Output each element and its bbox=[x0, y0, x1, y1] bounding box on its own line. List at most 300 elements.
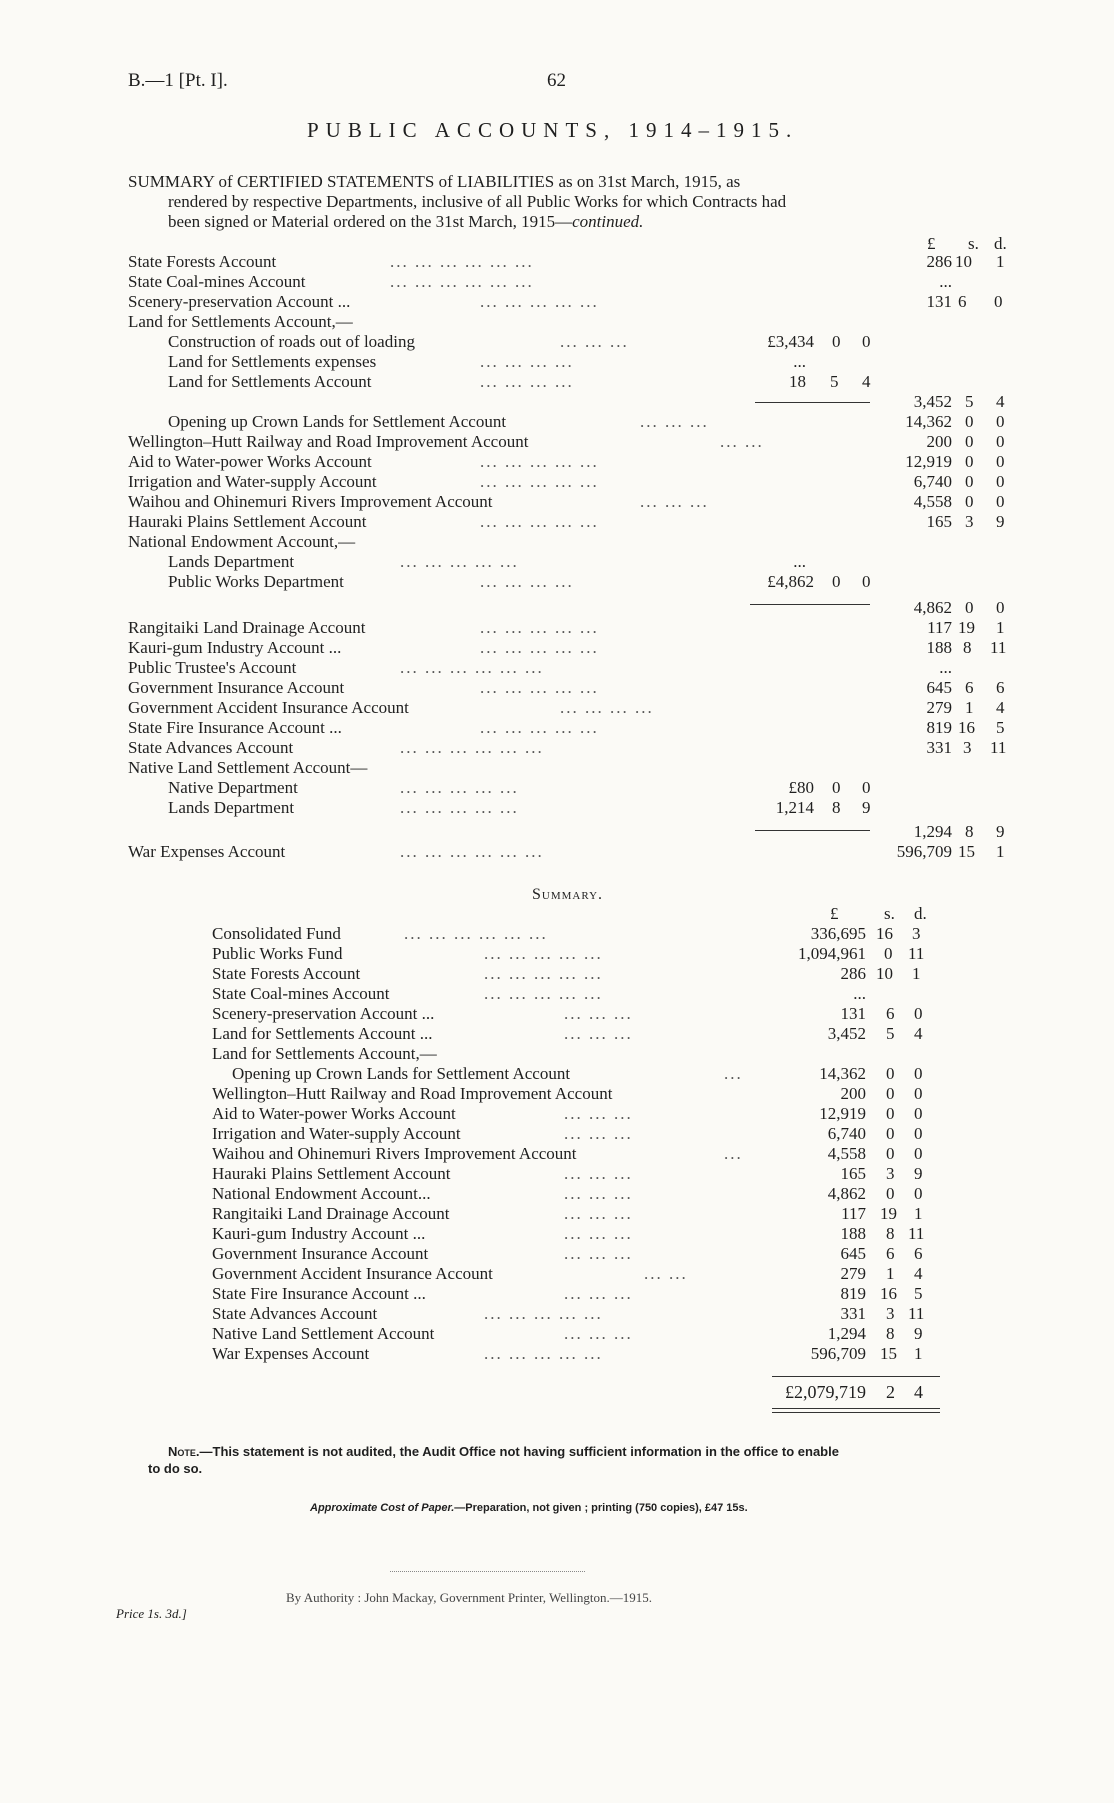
summary-row bbox=[0, 1224, 1114, 1244]
subamount-pounds: £3,434 bbox=[767, 332, 814, 351]
total-pence: 4 bbox=[914, 1382, 923, 1402]
row-label: Kauri-gum Industry Account ... bbox=[212, 1224, 426, 1243]
amount-shillings: 8 bbox=[886, 1324, 895, 1343]
summary-row bbox=[0, 1184, 1114, 1204]
row-label: State Forests Account bbox=[212, 964, 361, 983]
amount-shillings: 0 bbox=[886, 1084, 895, 1103]
summary-row bbox=[0, 1124, 1114, 1144]
subamount-pounds: £4,862 bbox=[767, 572, 814, 591]
amount-shillings: 6 bbox=[965, 678, 974, 697]
leader-dots: ... ... ... bbox=[564, 1184, 633, 1203]
footer-rule bbox=[390, 1571, 585, 1572]
amount-shillings: 0 bbox=[886, 1144, 895, 1163]
row-label: War Expenses Account bbox=[128, 842, 286, 861]
amount-shillings: 0 bbox=[965, 598, 974, 617]
row-label: Rangitaiki Land Drainage Account bbox=[128, 618, 366, 637]
amount-pence: 4 bbox=[914, 1264, 923, 1283]
amount-pounds: 200 bbox=[840, 1084, 866, 1103]
leader-dots: ... ... ... bbox=[564, 1244, 633, 1263]
leader-dots: ... ... ... ... ... bbox=[480, 678, 599, 697]
table-row bbox=[0, 512, 1114, 532]
leader-dots: ... ... ... ... ... ... bbox=[400, 842, 544, 861]
amount-pence: 4 bbox=[996, 392, 1005, 411]
amount-shillings: 0 bbox=[965, 432, 974, 451]
amount-shillings: 19 bbox=[880, 1204, 897, 1223]
amount-pounds: 1,294 bbox=[913, 822, 952, 841]
subamount-pence: 0 bbox=[862, 572, 871, 591]
total-shillings: 2 bbox=[886, 1382, 895, 1402]
subamount-pence: 4 bbox=[862, 372, 871, 391]
row-label: Land for Settlements Account bbox=[168, 372, 372, 391]
row-label: Land for Settlements Account ... bbox=[212, 1024, 433, 1043]
leader-dots: ... ... ... ... ... bbox=[484, 964, 603, 983]
subamount-shillings: 0 bbox=[832, 572, 841, 591]
amount-pence: 5 bbox=[914, 1284, 923, 1303]
cost-text: —Preparation, not given ; printing (750 copies), £47 15s. bbox=[454, 1502, 748, 1514]
amount-pounds: 131 bbox=[926, 292, 952, 311]
row-label: Land for Settlements Account,— bbox=[212, 1044, 437, 1063]
leader-dots: ... ... ... ... ... bbox=[484, 1304, 603, 1323]
leader-dots: ... ... ... ... ... bbox=[480, 292, 599, 311]
amount-shillings: 19 bbox=[958, 618, 975, 637]
summary-row bbox=[0, 1084, 1114, 1104]
amount-pence: 11 bbox=[990, 638, 1007, 657]
amount-pounds: 4,862 bbox=[913, 598, 952, 617]
amount-shillings: 0 bbox=[884, 944, 893, 963]
col-head-pence: d. bbox=[994, 234, 1007, 253]
table-row bbox=[0, 572, 1114, 592]
amount-shillings: 16 bbox=[880, 1284, 897, 1303]
table-row bbox=[0, 332, 1114, 352]
table-row bbox=[0, 678, 1114, 698]
amount-pounds: 165 bbox=[840, 1164, 866, 1183]
leader-dots: ... ... ... ... ... bbox=[400, 798, 519, 817]
amount-pence: 9 bbox=[996, 512, 1005, 531]
summary-total-row bbox=[0, 1382, 1114, 1402]
leader-dots: ... ... ... ... ... ... bbox=[390, 272, 534, 291]
table-row bbox=[0, 292, 1114, 312]
amount-pence: 1 bbox=[996, 618, 1005, 637]
total-rule-top bbox=[772, 1376, 940, 1377]
table-row bbox=[0, 842, 1114, 862]
subamount-pounds: ... bbox=[793, 352, 806, 371]
note-label: Note. bbox=[168, 1444, 200, 1459]
amount-pence: 9 bbox=[996, 822, 1005, 841]
amount-shillings: 0 bbox=[886, 1184, 895, 1203]
amount-pounds: 331 bbox=[840, 1304, 866, 1323]
row-label: Government Insurance Account bbox=[128, 678, 345, 697]
leader-dots: ... ... ... bbox=[640, 412, 709, 431]
amount-pounds: 286 bbox=[840, 964, 866, 983]
summary-row bbox=[0, 1344, 1114, 1364]
amount-pounds: 14,362 bbox=[819, 1064, 866, 1083]
summary-row bbox=[0, 1024, 1114, 1044]
printer-authority: By Authority : John Mackay, Government Printer, Wellington.—1915. bbox=[286, 1590, 653, 1605]
row-label: Waihou and Ohinemuri Rivers Improvement Account bbox=[212, 1144, 577, 1163]
leader-dots: ... ... ... ... ... bbox=[484, 984, 603, 1003]
amount-shillings: 3 bbox=[963, 738, 972, 757]
amount-shillings: 15 bbox=[958, 842, 975, 861]
row-label: State Coal-mines Account bbox=[212, 984, 390, 1003]
row-label: Consolidated Fund bbox=[212, 924, 341, 943]
row-label: State Forests Account bbox=[128, 252, 277, 271]
row-label: State Coal-mines Account bbox=[128, 272, 306, 291]
amount-shillings: 3 bbox=[886, 1164, 895, 1183]
summary-heading: Summary. bbox=[532, 886, 604, 903]
amount-pounds: 188 bbox=[840, 1224, 866, 1243]
summary-col-head-shillings: s. bbox=[884, 904, 895, 923]
row-label: Irrigation and Water-supply Account bbox=[128, 472, 377, 491]
subamount-shillings: 5 bbox=[830, 372, 839, 391]
leader-dots: ... ... ... ... bbox=[480, 572, 574, 591]
total-rule-bottom bbox=[772, 1408, 940, 1409]
row-label: Public Trustee's Account bbox=[128, 658, 297, 677]
table-row bbox=[0, 532, 1114, 552]
row-label: Construction of roads out of loading bbox=[168, 332, 415, 351]
note bbox=[168, 1444, 839, 1459]
summary-row bbox=[0, 1284, 1114, 1304]
table-row bbox=[0, 658, 1114, 678]
leader-dots: ... ... ... bbox=[560, 332, 629, 351]
amount-pence: 9 bbox=[914, 1164, 923, 1183]
row-label: Aid to Water-power Works Account bbox=[128, 452, 372, 471]
summary-row bbox=[0, 1324, 1114, 1344]
subamount-shillings: 8 bbox=[832, 798, 841, 817]
amount-pounds: 1,094,961 bbox=[798, 944, 866, 963]
table-row bbox=[0, 352, 1114, 372]
row-label: Native Land Settlement Account bbox=[212, 1324, 435, 1343]
leader-dots: ... ... ... bbox=[564, 1024, 633, 1043]
table-row bbox=[0, 312, 1114, 332]
summary-row bbox=[0, 1104, 1114, 1124]
summary-col-head-pounds: £ bbox=[830, 904, 839, 923]
amount-pounds: ... bbox=[939, 658, 952, 677]
amount-pence: 6 bbox=[914, 1244, 923, 1263]
amount-shillings: 0 bbox=[965, 472, 974, 491]
leader-dots: ... ... ... ... ... bbox=[400, 778, 519, 797]
page-number: 62 bbox=[547, 70, 566, 91]
table-row bbox=[0, 638, 1114, 658]
row-label: National Endowment Account,— bbox=[128, 532, 356, 551]
note-text: —This statement is not audited, the Audit Office not having sufficient information in the office to enable bbox=[199, 1444, 839, 1459]
amount-shillings: 0 bbox=[965, 492, 974, 511]
table-row bbox=[0, 472, 1114, 492]
amount-shillings: 16 bbox=[876, 924, 893, 943]
amount-pence: 0 bbox=[914, 1104, 923, 1123]
amount-pence: 4 bbox=[996, 698, 1005, 717]
amount-pounds: 14,362 bbox=[905, 412, 952, 431]
summary-row bbox=[0, 1244, 1114, 1264]
amount-pounds: 12,919 bbox=[819, 1104, 866, 1123]
row-label: Hauraki Plains Settlement Account bbox=[212, 1164, 451, 1183]
row-label: State Advances Account bbox=[128, 738, 294, 757]
row-label: War Expenses Account bbox=[212, 1344, 370, 1363]
amount-pounds: 645 bbox=[840, 1244, 866, 1263]
amount-shillings: 6 bbox=[886, 1004, 895, 1023]
row-label: Aid to Water-power Works Account bbox=[212, 1104, 456, 1123]
table-row bbox=[0, 822, 1114, 842]
amount-pounds: 117 bbox=[927, 618, 952, 637]
leader-dots: ... ... ... ... ... bbox=[484, 944, 603, 963]
row-label: Hauraki Plains Settlement Account bbox=[128, 512, 367, 531]
leader-dots: ... ... ... ... ... ... bbox=[404, 924, 548, 943]
amount-pounds: ... bbox=[939, 272, 952, 291]
amount-pence: 0 bbox=[914, 1124, 923, 1143]
subamount-pounds: 18 bbox=[789, 372, 806, 391]
amount-shillings: 5 bbox=[886, 1024, 895, 1043]
col-head-shillings: s. bbox=[968, 234, 979, 253]
amount-pounds: 3,452 bbox=[913, 392, 952, 411]
amount-pence: 0 bbox=[914, 1064, 923, 1083]
row-label: Rangitaiki Land Drainage Account bbox=[212, 1204, 450, 1223]
amount-pounds: 4,862 bbox=[827, 1184, 866, 1203]
leader-dots: ... ... ... bbox=[640, 492, 709, 511]
amount-shillings: 0 bbox=[886, 1124, 895, 1143]
leader-dots: ... ... ... bbox=[564, 1284, 633, 1303]
leader-dots: ... ... ... ... ... bbox=[480, 472, 599, 491]
leader-dots: ... ... ... ... ... bbox=[400, 552, 519, 571]
leader-dots: ... ... ... bbox=[564, 1324, 633, 1343]
amount-shillings: 15 bbox=[880, 1344, 897, 1363]
row-label: Opening up Crown Lands for Settlement Account bbox=[232, 1064, 571, 1083]
table-row bbox=[0, 738, 1114, 758]
summary-row bbox=[0, 1304, 1114, 1324]
table-row bbox=[0, 798, 1114, 818]
amount-pounds: 4,558 bbox=[913, 492, 952, 511]
amount-pounds: 188 bbox=[926, 638, 952, 657]
amount-shillings: 8 bbox=[963, 638, 972, 657]
leader-dots: ... ... bbox=[644, 1264, 688, 1283]
row-label: Irrigation and Water-supply Account bbox=[212, 1124, 461, 1143]
leader-dots: ... ... ... ... bbox=[480, 372, 574, 391]
intro-line-1: SUMMARY of CERTIFIED STATEMENTS of LIABILITIES as on 31st March, 1915, as bbox=[128, 172, 741, 191]
amount-pounds: 286 bbox=[926, 252, 952, 271]
amount-pounds: 279 bbox=[926, 698, 952, 717]
amount-shillings: 1 bbox=[965, 698, 974, 717]
row-label: Wellington–Hutt Railway and Road Improvement Account bbox=[212, 1084, 613, 1103]
amount-pounds: 279 bbox=[840, 1264, 866, 1283]
amount-pounds: 1,294 bbox=[827, 1324, 866, 1343]
cost-label: Approximate Cost of Paper. bbox=[310, 1502, 455, 1514]
leader-dots: ... ... ... bbox=[564, 1104, 633, 1123]
amount-pounds: 645 bbox=[926, 678, 952, 697]
cost-of-paper bbox=[310, 1502, 748, 1514]
table-row bbox=[0, 598, 1114, 618]
summary-row bbox=[0, 1064, 1114, 1084]
amount-shillings: 10 bbox=[876, 964, 893, 983]
table-row bbox=[0, 432, 1114, 452]
amount-pence: 9 bbox=[914, 1324, 923, 1343]
row-label: Government Insurance Account bbox=[212, 1244, 429, 1263]
amount-pence: 3 bbox=[912, 924, 921, 943]
amount-shillings: 1 bbox=[886, 1264, 895, 1283]
summary-row bbox=[0, 1264, 1114, 1284]
amount-pounds: 819 bbox=[840, 1284, 866, 1303]
table-row bbox=[0, 412, 1114, 432]
row-label: Opening up Crown Lands for Settlement Account bbox=[168, 412, 507, 431]
intro-line-2: rendered by respective Departments, inclusive of all Public Works for which Contracts had bbox=[168, 192, 787, 211]
row-label: State Fire Insurance Account ... bbox=[128, 718, 342, 737]
summary-row bbox=[0, 984, 1114, 1004]
intro-line-3-text: been signed or Material ordered on the 31st March, 1915— bbox=[168, 212, 573, 231]
leader-dots: ... ... ... ... ... ... bbox=[390, 252, 534, 271]
leader-dots: ... ... ... ... ... bbox=[480, 618, 599, 637]
amount-pence: 0 bbox=[996, 432, 1005, 451]
page-title: PUBLIC ACCOUNTS, 1914–1915. bbox=[307, 118, 799, 142]
row-label: Native Department bbox=[168, 778, 298, 797]
row-label: State Fire Insurance Account ... bbox=[212, 1284, 426, 1303]
leader-dots: ... ... ... bbox=[564, 1004, 633, 1023]
amount-pence: 0 bbox=[994, 292, 1003, 311]
summary-row bbox=[0, 964, 1114, 984]
row-label: Government Accident Insurance Account bbox=[128, 698, 409, 717]
amount-pence: 5 bbox=[996, 718, 1005, 737]
amount-shillings: 0 bbox=[886, 1064, 895, 1083]
table-row bbox=[0, 758, 1114, 778]
amount-pence: 0 bbox=[996, 472, 1005, 491]
row-label: Lands Department bbox=[168, 798, 295, 817]
price: Price 1s. 3d.] bbox=[116, 1606, 187, 1621]
amount-pence: 1 bbox=[912, 964, 921, 983]
subamount-pounds: ... bbox=[793, 552, 806, 571]
amount-shillings: 10 bbox=[955, 252, 972, 271]
amount-pence: 0 bbox=[996, 412, 1005, 431]
table-row bbox=[0, 778, 1114, 798]
amount-pounds: 117 bbox=[841, 1204, 866, 1223]
subamount-pence: 0 bbox=[862, 332, 871, 351]
leader-dots: ... ... ... bbox=[564, 1164, 633, 1183]
amount-shillings: 5 bbox=[965, 392, 974, 411]
summary-row bbox=[0, 1044, 1114, 1064]
amount-shillings: 3 bbox=[965, 512, 974, 531]
row-label: Lands Department bbox=[168, 552, 295, 571]
leader-dots: ... ... ... ... ... bbox=[480, 512, 599, 531]
amount-pence: 1 bbox=[996, 252, 1005, 271]
amount-pence: 0 bbox=[914, 1144, 923, 1163]
leader-dots: ... ... bbox=[720, 432, 764, 451]
summary-row bbox=[0, 1004, 1114, 1024]
subamount-shillings: 0 bbox=[832, 778, 841, 797]
summary-row bbox=[0, 1144, 1114, 1164]
amount-pounds: ... bbox=[853, 984, 866, 1003]
leader-dots: ... ... ... ... bbox=[480, 352, 574, 371]
leader-dots: ... bbox=[724, 1144, 743, 1163]
table-row bbox=[0, 718, 1114, 738]
summary-row bbox=[0, 1164, 1114, 1184]
row-label: Public Works Fund bbox=[212, 944, 343, 963]
amount-shillings: 8 bbox=[965, 822, 974, 841]
amount-pence: 11 bbox=[908, 1304, 925, 1323]
row-label: Wellington–Hutt Railway and Road Improvement Account bbox=[128, 432, 529, 451]
amount-pence: 4 bbox=[914, 1024, 923, 1043]
leader-dots: ... ... ... bbox=[564, 1124, 633, 1143]
subamount-pounds: £80 bbox=[788, 778, 814, 797]
subamount-pence: 0 bbox=[862, 778, 871, 797]
amount-pounds: 596,709 bbox=[896, 842, 952, 861]
leader-dots: ... ... ... bbox=[564, 1224, 633, 1243]
subamount-shillings: 0 bbox=[832, 332, 841, 351]
amount-pence: 0 bbox=[914, 1084, 923, 1103]
intro-line-3 bbox=[168, 212, 643, 232]
amount-pounds: 819 bbox=[926, 718, 952, 737]
amount-pence: 0 bbox=[914, 1004, 923, 1023]
amount-pounds: 12,919 bbox=[905, 452, 952, 471]
row-label: Scenery-preservation Account ... bbox=[128, 292, 351, 311]
summary-col-head-pence: d. bbox=[914, 904, 927, 923]
amount-shillings: 6 bbox=[958, 292, 967, 311]
amount-shillings: 8 bbox=[886, 1224, 895, 1243]
row-label: National Endowment Account... bbox=[212, 1184, 431, 1203]
subamount-pounds: 1,214 bbox=[775, 798, 814, 817]
leader-dots: ... ... ... ... ... bbox=[484, 1344, 603, 1363]
amount-pounds: 336,695 bbox=[810, 924, 866, 943]
row-label: Native Land Settlement Account— bbox=[128, 758, 368, 777]
table-row bbox=[0, 552, 1114, 572]
amount-pounds: 331 bbox=[926, 738, 952, 757]
row-label: Waihou and Ohinemuri Rivers Improvement Account bbox=[128, 492, 493, 511]
amount-pence: 11 bbox=[908, 1224, 925, 1243]
total-pounds: £2,079,719 bbox=[785, 1382, 866, 1402]
amount-pence: 11 bbox=[908, 944, 925, 963]
table-row bbox=[0, 452, 1114, 472]
amount-pounds: 200 bbox=[926, 432, 952, 451]
total-rule-bottom-double bbox=[772, 1412, 940, 1413]
amount-shillings: 0 bbox=[965, 412, 974, 431]
amount-shillings: 3 bbox=[886, 1304, 895, 1323]
col-head-pounds: £ bbox=[927, 234, 936, 253]
amount-shillings: 0 bbox=[965, 452, 974, 471]
table-row bbox=[0, 698, 1114, 718]
amount-pence: 0 bbox=[996, 598, 1005, 617]
leader-dots: ... ... ... ... ... bbox=[480, 452, 599, 471]
document-code: B.—1 [Pt. I]. bbox=[128, 70, 228, 91]
leader-dots: ... ... ... ... ... ... bbox=[400, 738, 544, 757]
intro-continued: continued. bbox=[572, 212, 644, 231]
amount-pounds: 165 bbox=[926, 512, 952, 531]
leader-dots: ... ... ... ... bbox=[560, 698, 654, 717]
amount-pence: 1 bbox=[914, 1204, 923, 1223]
row-label: State Advances Account bbox=[212, 1304, 378, 1323]
amount-pounds: 4,558 bbox=[827, 1144, 866, 1163]
table-row bbox=[0, 392, 1114, 412]
amount-shillings: 0 bbox=[886, 1104, 895, 1123]
row-label: Scenery-preservation Account ... bbox=[212, 1004, 435, 1023]
table-row bbox=[0, 252, 1114, 272]
amount-pence: 11 bbox=[990, 738, 1007, 757]
summary-row bbox=[0, 1204, 1114, 1224]
amount-shillings: 16 bbox=[958, 718, 975, 737]
amount-pence: 0 bbox=[996, 492, 1005, 511]
leader-dots: ... ... ... ... ... bbox=[480, 718, 599, 737]
summary-row bbox=[0, 944, 1114, 964]
table-row bbox=[0, 492, 1114, 512]
summary-row bbox=[0, 924, 1114, 944]
row-label: Land for Settlements expenses bbox=[168, 352, 377, 371]
table-row bbox=[0, 618, 1114, 638]
note-continuation: to do so. bbox=[148, 1461, 203, 1476]
row-label: Land for Settlements Account,— bbox=[128, 312, 353, 331]
leader-dots: ... ... ... bbox=[564, 1204, 633, 1223]
row-label: Public Works Department bbox=[168, 572, 344, 591]
leader-dots: ... ... ... ... ... bbox=[480, 638, 599, 657]
table-row bbox=[0, 272, 1114, 292]
table-row bbox=[0, 372, 1114, 392]
amount-pounds: 596,709 bbox=[810, 1344, 866, 1363]
row-label: Kauri-gum Industry Account ... bbox=[128, 638, 342, 657]
amount-pounds: 3,452 bbox=[827, 1024, 866, 1043]
row-label: Government Accident Insurance Account bbox=[212, 1264, 493, 1283]
leader-dots: ... bbox=[724, 1064, 743, 1083]
